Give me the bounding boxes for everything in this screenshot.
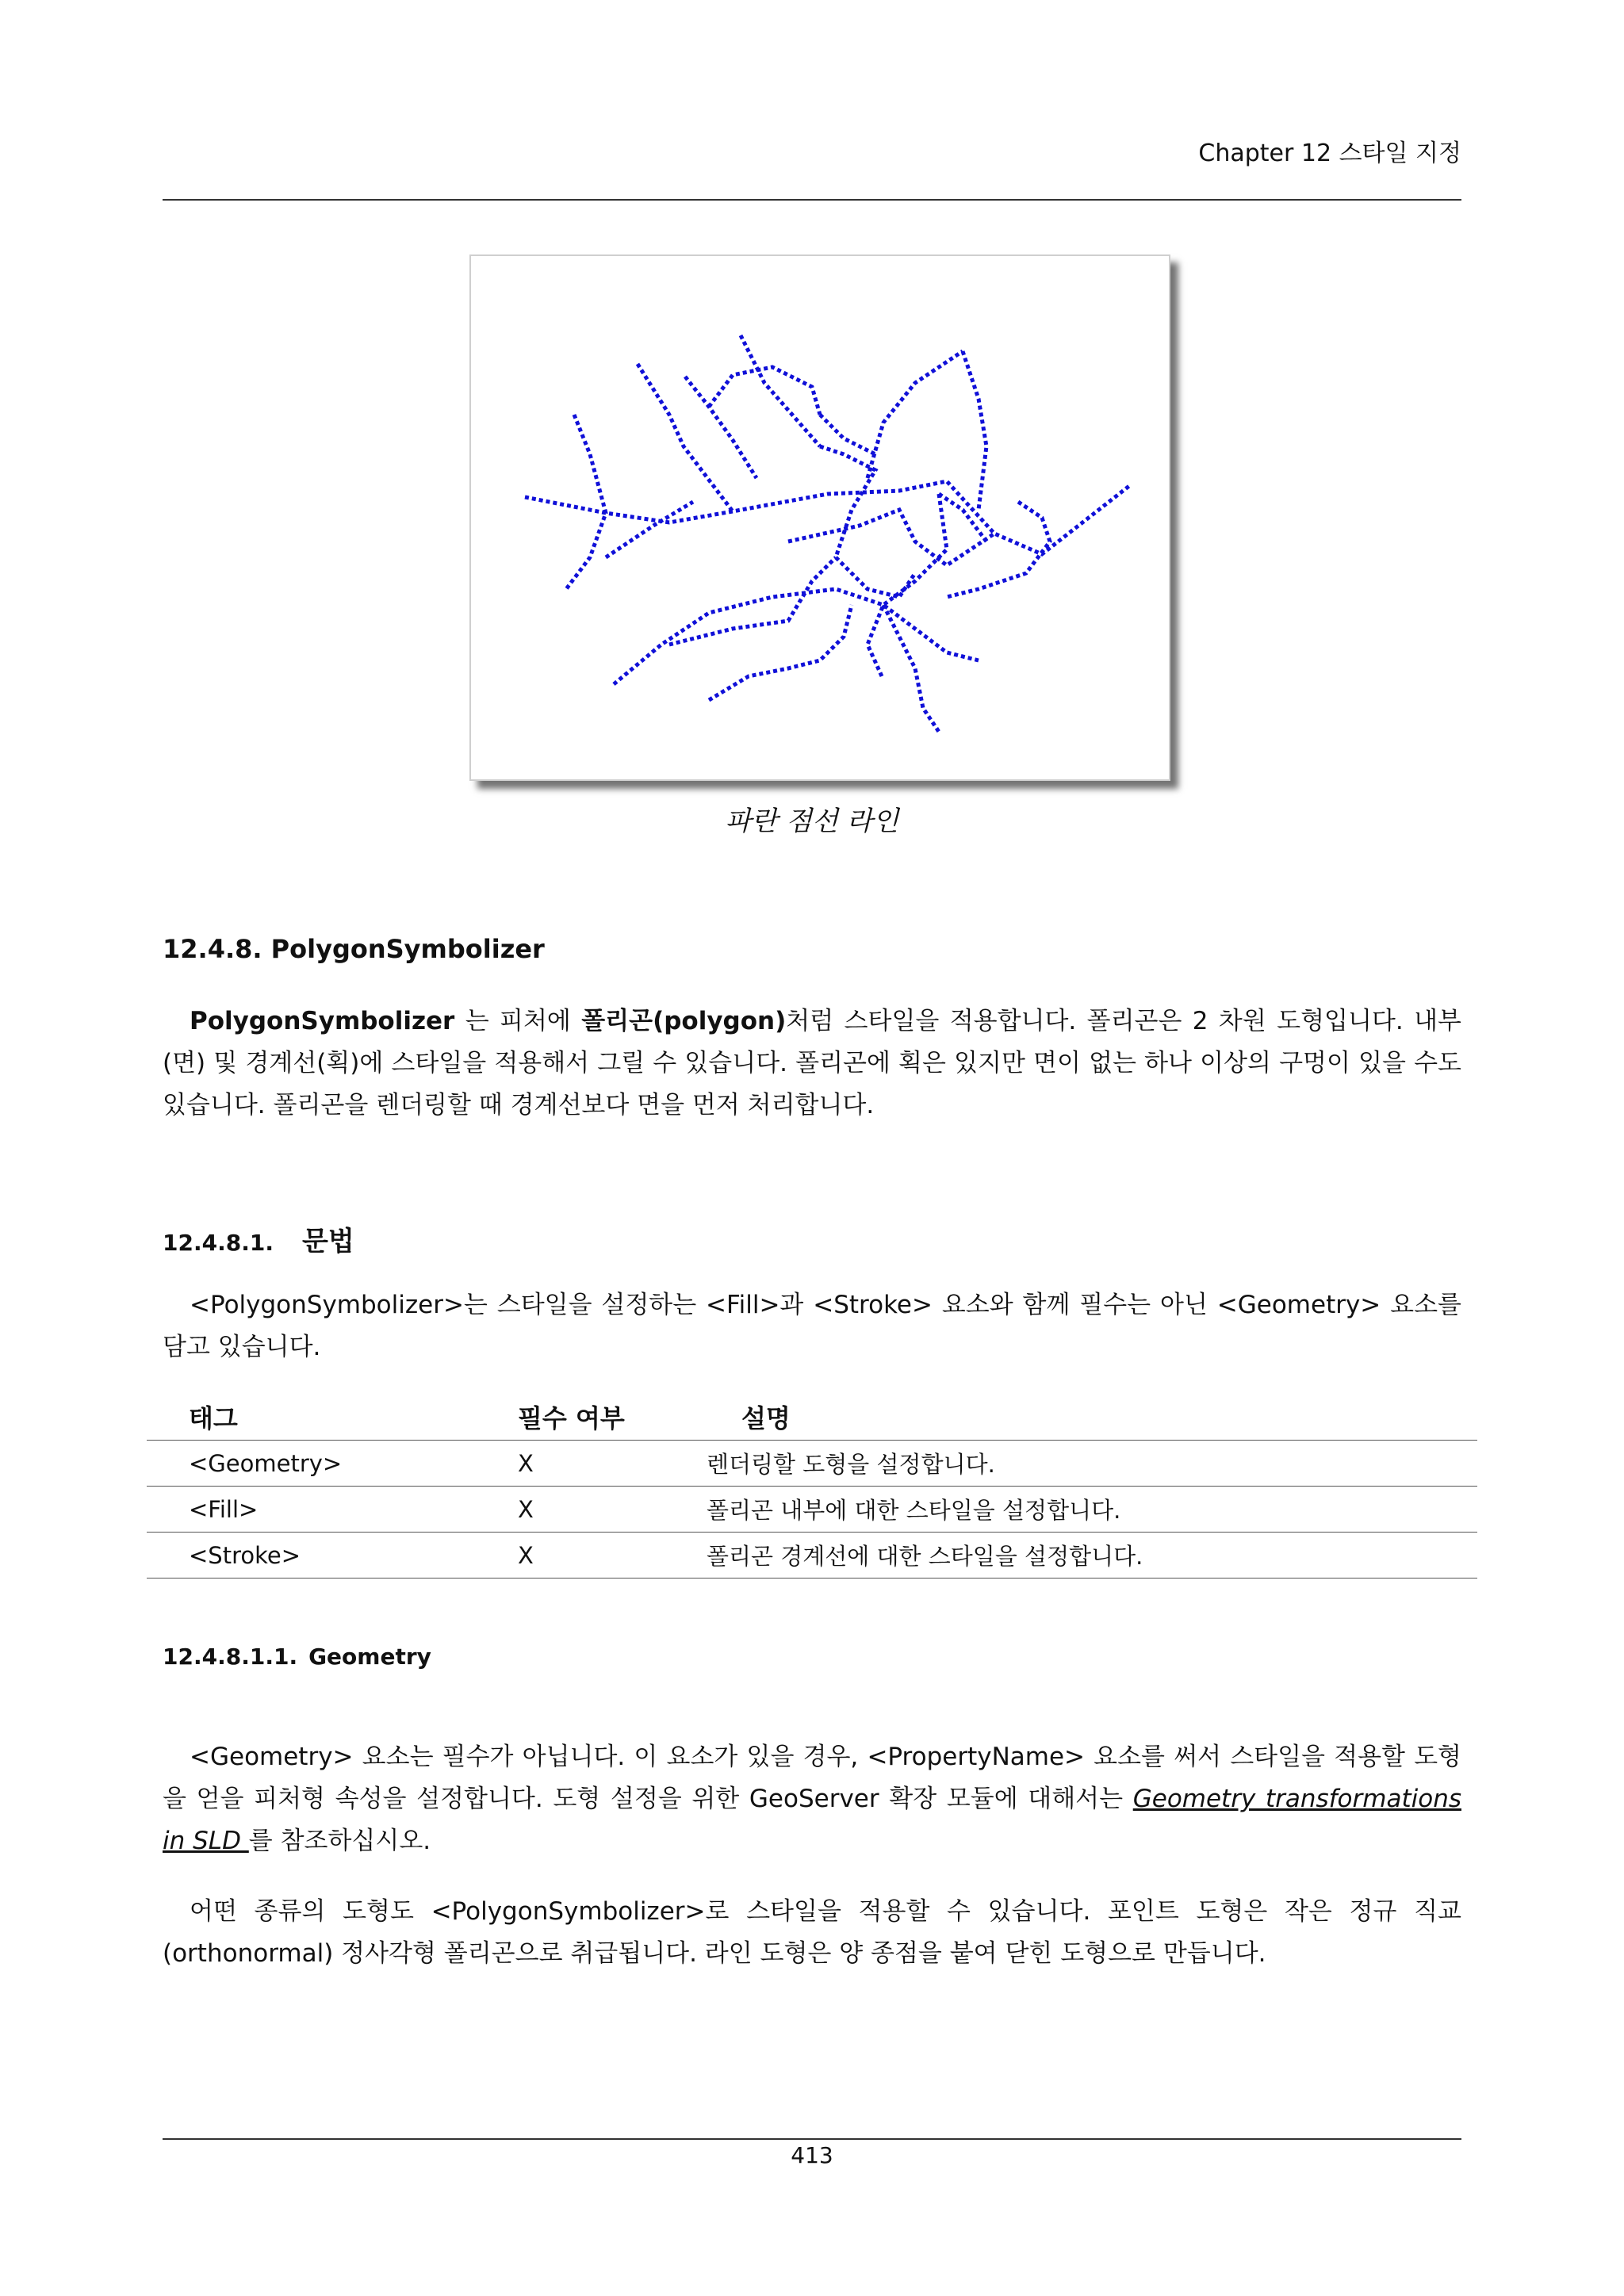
figure-caption: 파란 점선 라인 bbox=[725, 806, 899, 837]
table-row bbox=[147, 1441, 1477, 1487]
dashed-road-line bbox=[963, 351, 986, 510]
dashed-road-line bbox=[788, 510, 994, 565]
cell-tag: <Stroke> bbox=[189, 1541, 301, 1569]
subsection-title: 문법 bbox=[301, 1226, 354, 1257]
cell-description: 폴리곤 경계선에 대한 스타일을 설정합니다. bbox=[707, 1543, 1143, 1570]
dashed-road-line bbox=[709, 367, 820, 415]
geometry-paragraph-2: 어떤 종류의 도형도 <PolygonSymbolizer>로 스타일을 적용할 수 있습니다. 포인트 도형은 작은 정규 직교(orthonormal) 정사각형 폴리곤으로 취급됩니다. 라인 도형은 양 종점을 붙여 닫힌 도형으로 만듭니다. bbox=[163, 1897, 1461, 1968]
geometry-number: 12.4.8.1.1. bbox=[163, 1644, 298, 1670]
element-table bbox=[147, 1394, 1477, 1578]
dashed-road-line bbox=[741, 335, 820, 446]
col-header-tag: 태그 bbox=[189, 1403, 238, 1433]
dashed-road-line bbox=[820, 446, 875, 557]
term-polygon: 폴리곤(polygon) bbox=[581, 1007, 787, 1035]
cell-required: X bbox=[518, 1541, 534, 1569]
para-text: 를 참조하십시오. bbox=[248, 1827, 431, 1855]
section-heading: 12.4.8. PolygonSymbolizer bbox=[163, 934, 545, 964]
geometry-transformations-link[interactable]: Geometry transformations in SLD bbox=[163, 1785, 1461, 1855]
term-polygonsymbolizer: PolygonSymbolizer bbox=[190, 1007, 455, 1035]
para-text: 는 피처에 bbox=[454, 1007, 582, 1035]
dashed-road-line bbox=[709, 605, 852, 700]
dashed-road-line bbox=[566, 415, 606, 589]
dashed-road-line bbox=[947, 502, 1050, 597]
cell-required: X bbox=[518, 1495, 534, 1523]
section-paragraph bbox=[163, 1001, 1461, 1127]
dashed-road-line bbox=[525, 481, 1129, 554]
subsection-heading bbox=[163, 1219, 354, 1258]
col-header-required: 필수 여부 bbox=[518, 1403, 625, 1433]
page-number: 413 bbox=[791, 2142, 833, 2168]
geometry-title: Geometry bbox=[308, 1644, 431, 1670]
running-header: Chapter 12 스타일 지정 bbox=[1198, 140, 1461, 167]
cell-tag: <Fill> bbox=[189, 1495, 259, 1523]
subsection-number: 12.4.8.1. bbox=[163, 1230, 274, 1256]
table-header-row bbox=[147, 1394, 1477, 1441]
dashed-road-line bbox=[614, 589, 979, 684]
cell-required: X bbox=[518, 1449, 534, 1477]
col-header-description: 설명 bbox=[741, 1403, 791, 1433]
syntax-paragraph: <PolygonSymbolizer>는 스타일을 설정하는 <Fill>과 <Stroke> 요소와 함께 필수는 아닌 <Geometry> 요소를 담고 있습니다. bbox=[163, 1291, 1461, 1361]
dashed-road-line bbox=[638, 364, 733, 511]
geometry-paragraph bbox=[163, 1736, 1461, 1862]
figure-frame bbox=[469, 254, 1170, 781]
table-row bbox=[147, 1487, 1477, 1533]
dashed-line-map bbox=[471, 256, 1169, 779]
footer-rule bbox=[163, 2138, 1461, 2140]
table-row bbox=[147, 1533, 1477, 1578]
para-text: <Geometry> 요소는 필수가 아닙니다. 이 요소가 있을 경우, <PropertyName> 요소를 써서 스타일을 적용할 도형을 얻을 피처형 속성을 설정합니다. 도형 설정을 위한 GeoServer 확장 모듈에 대해서는 bbox=[163, 1743, 1461, 1813]
geometry-heading bbox=[163, 1644, 431, 1670]
cell-description: 렌더링할 도형을 설정합니다. bbox=[707, 1451, 995, 1478]
header-rule bbox=[163, 199, 1461, 201]
cell-tag: <Geometry> bbox=[189, 1449, 343, 1477]
dashed-road-line bbox=[868, 351, 963, 478]
para-text: 처럼 스타일을 적용합니다. 폴리곤은 2 차원 도형입니다. 내부(면) 및 경계선(획)에 스타일을 적용해서 그릴 수 있습니다. 폴리곤에 획은 있지만 면이 없는 하나 이상의 구멍이 있을 수도 있습니다. 폴리곤을 렌더링할 때 경계선보다 면을 먼저 처리합니다. bbox=[163, 1007, 1461, 1119]
cell-description: 폴리곤 내부에 대한 스타일을 설정합니다. bbox=[707, 1497, 1121, 1524]
dashed-road-line bbox=[606, 502, 693, 557]
